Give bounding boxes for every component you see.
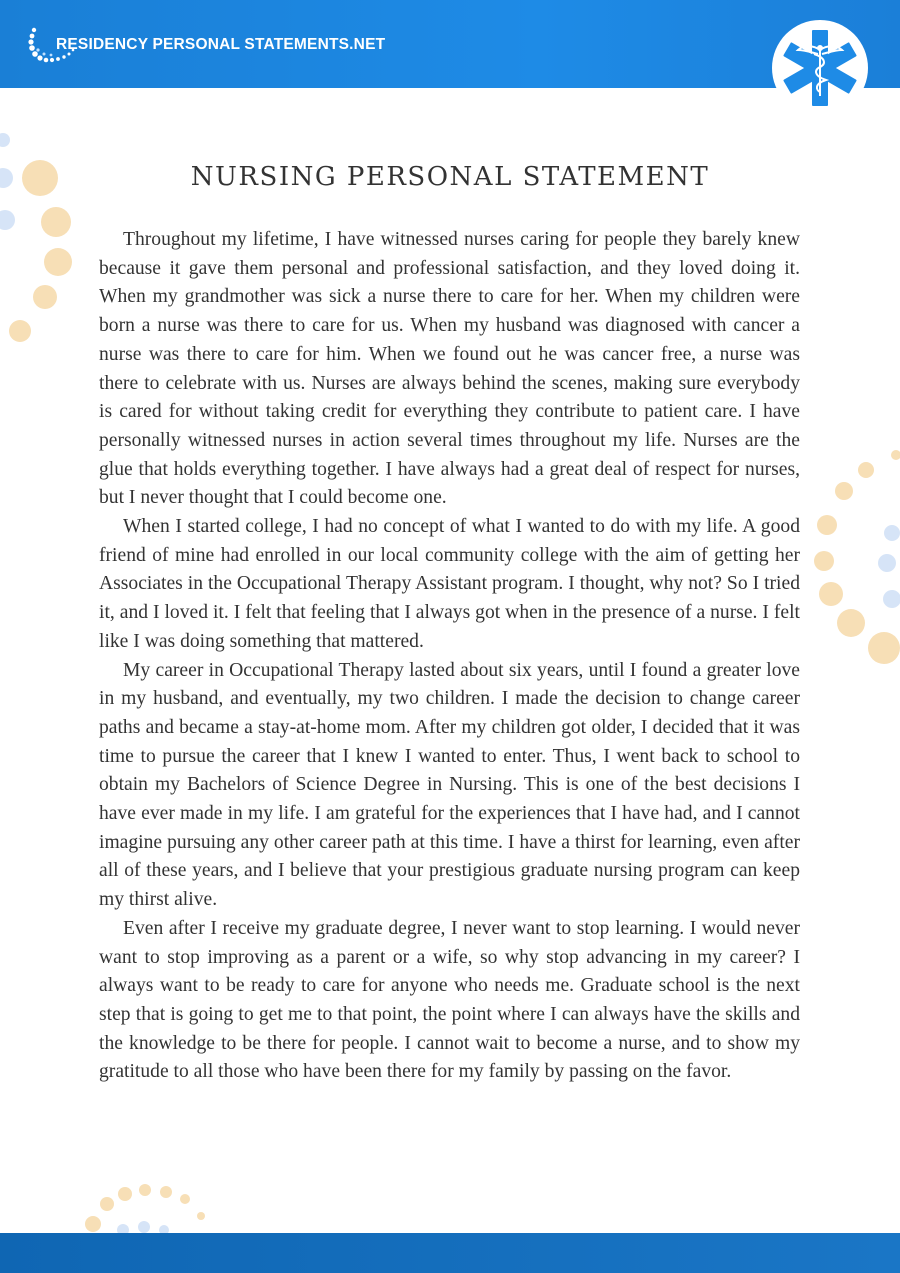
footer-bar [0,1233,900,1273]
paragraph: When I started college, I had no concept of what I wanted to do with my life. A good friend of mine had enrolled in our local community college with the aim of getting her Associates in the Occupational Therapy Assistant program. I thought, why not? So I tried it, and I loved it. I felt that feeling that I always got when in the presence of a nurse. I felt like I was doing something that mattered. [99,516,800,652]
decorative-dots-bottom [80,1180,220,1233]
star-of-life-caduceus-icon [772,20,868,116]
decorative-dots-left [0,120,90,360]
decorative-dots-right [800,440,900,680]
paragraph: Even after I receive my graduate degree, I never want to stop learning. I would never want to stop improving as a parent or a wife, so why stop advancing in my career? I always want to be ready to care for anyone who needs me. Graduate school is the next step that is going to get me to that point, the point where I can always have the skills and the knowledge to be there for people. I cannot wait to become a nurse, and to show my gratitude to all those who have been there for my family by passing on the favor. [99,917,800,1083]
header-bar [0,0,900,88]
paragraph: Throughout my lifetime, I have witnessed nurses caring for people they barely knew because it gave them personal and professional satisfaction, and they loved doing it. When my grandmother was sick a nurse there to care for her. When my children were born a nurse was there to care for us. When my husband was diagnosed with cancer a nurse was there to care for him. When we found out he was cancer free, a nurse was there to celebrate with us. Nurses are always behind the scenes, making sure everybody is cared for without taking credit for everything they contribute to patient care. I have personally witnessed nurses in action several times throughout my life. Nurses are the glue that holds everything together. I have always had a great deal of respect for nurses, but I never thought that I could become one. [99,229,800,509]
statement-body [99,226,800,1087]
page-title: NURSING PERSONAL STATEMENT [190,162,710,192]
paragraph: My career in Occupational Therapy lasted about six years, until I found a greater love in my husband, and eventually, my two children. I made the decision to change career paths and became a stay-at-home mom. After my children got older, I decided that it was time to pursue the career that I knew I wanted to enter. Thus, I went back to school to obtain my Bachelors of Science Degree in Nursing. This is one of the best decisions I have ever made in my life. I am grateful for the experiences that I have had, and I cannot imagine pursuing any other career path at this time. I have a thirst for learning, even after all of these years, and I believe that your prestigious graduate nursing program can keep my thirst alive. [99,659,800,911]
brand-name[interactable]: RESIDENCY PERSONAL STATEMENTS.NET [56,36,386,53]
